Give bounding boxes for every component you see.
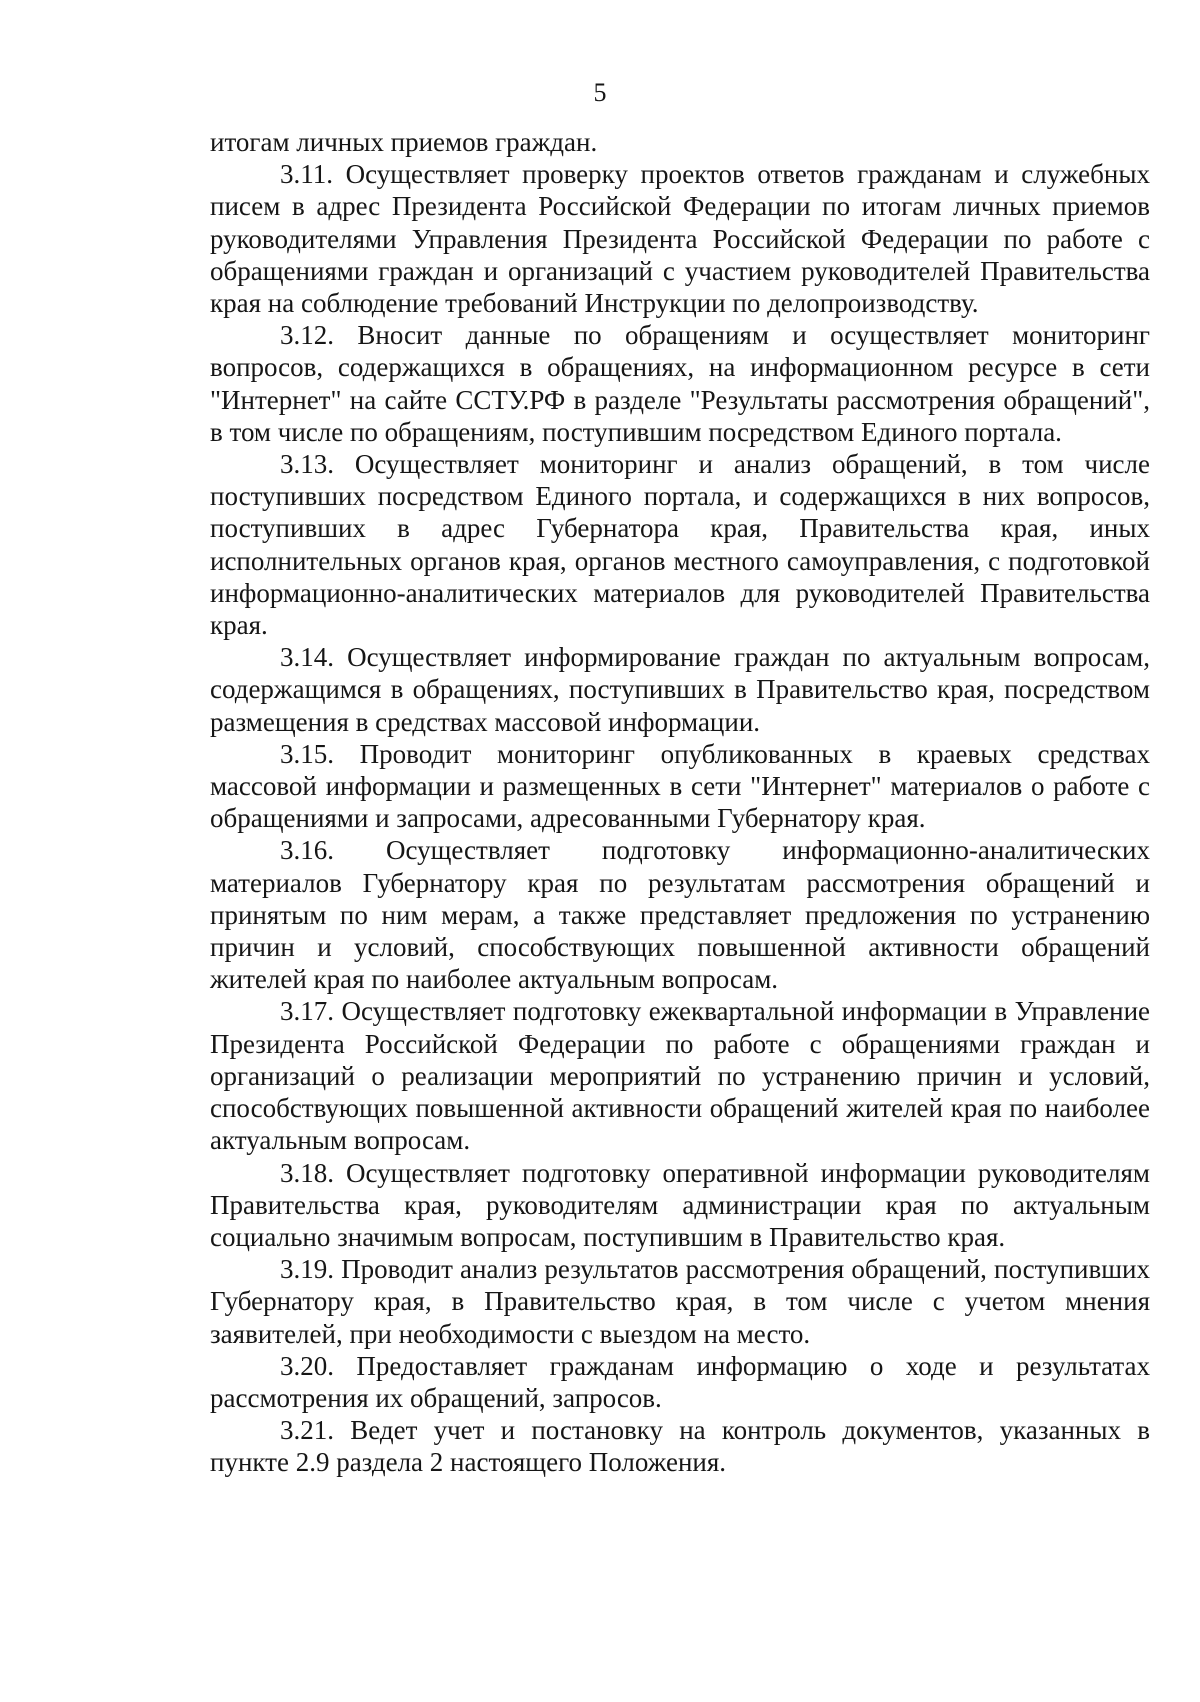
clause-3-19: 3.19. Проводит анализ результатов рассмотрения обращений, поступивших Губернатору края, в Правительство края, в том числе с учетом мнения заявителей, при необходимости с выездом на место. [210, 1254, 1150, 1349]
clause-3-15: 3.15. Проводит мониторинг опубликованных в краевых средствах массовой информации и размещенных в сети "Интернет" материалов о работе с обращениями и запросами, адресованными Губернатору края. [210, 738, 1150, 834]
clause-3-14: 3.14. Осуществляет информирование граждан по актуальным вопросам, содержащимся в обращениях, поступивших в Правительство края, посредством размещения в средствах массовой информации. [210, 642, 1150, 737]
clause-3-17: 3.17. Осуществляет подготовку ежеквартальной информации в Управление Президента Российской Федерации по работе с обращениями граждан и организаций о реализации мероприятий по устранению причин и условий, способствующих повышенной активности обращений жителей края по наиболее актуальным вопросам. [210, 996, 1150, 1156]
clause-3-12: 3.12. Вносит данные по обращениям и осуществляет мониторинг вопросов, содержащихся в обращениях, на информационном ресурсе в сети "Интернет" на сайте ССТУ.РФ в разделе "Результаты рассмотрения обращений", в том числе по обращениям, поступившим посредством Единого портала. [210, 320, 1150, 447]
clause-3-21: 3.21. Ведет учет и постановку на контроль документов, указанных в пункте 2.9 раздела 2 настоящего Положения. [210, 1415, 1150, 1478]
clause-3-16: 3.16. Осуществляет подготовку информационно-аналитических материалов Губернатору края по результатам рассмотрения обращений и принятым по ним мерам, а также представляет предложения по устранению причин и условий, способствующих повышенной активности обращений жителей края по наиболее актуальным вопросам. [210, 835, 1150, 995]
clause-3-20: 3.20. Предоставляет гражданам информацию о ходе и результатах рассмотрения их обращений, запросов. [210, 1350, 1150, 1413]
clause-3-11: 3.11. Осуществляет проверку проектов ответов гражданам и служебных писем в адрес Президента Российской Федерации по итогам личных приемов руководителями Управления Президента Российской Федерации по работе с обращениями граждан и организаций с участием руководителей Правительства края на соблюдение требований Инструкции по делопроизводству. [210, 159, 1150, 319]
clause-3-13: 3.13. Осуществляет мониторинг и анализ обращений, в том числе поступивших посредством Единого портала, и содержащихся в них вопросов, поступивших в адрес Губернатора края, Правительства края, иных исполнительных органов края, органов местного самоуправления, с подготовкой информационно-аналитических материалов для руководителей Правительства края. [210, 449, 1150, 641]
clause-3-18: 3.18. Осуществляет подготовку оперативной информации руководителям Правительства края, руководителям администрации края по актуальным социально значимым вопросам, поступившим в Правительство края. [210, 1157, 1150, 1252]
paragraph-continuation: итогам личных приемов граждан. [210, 127, 598, 157]
page-number: 5 [593, 78, 607, 107]
document-body [210, 126, 1150, 1479]
